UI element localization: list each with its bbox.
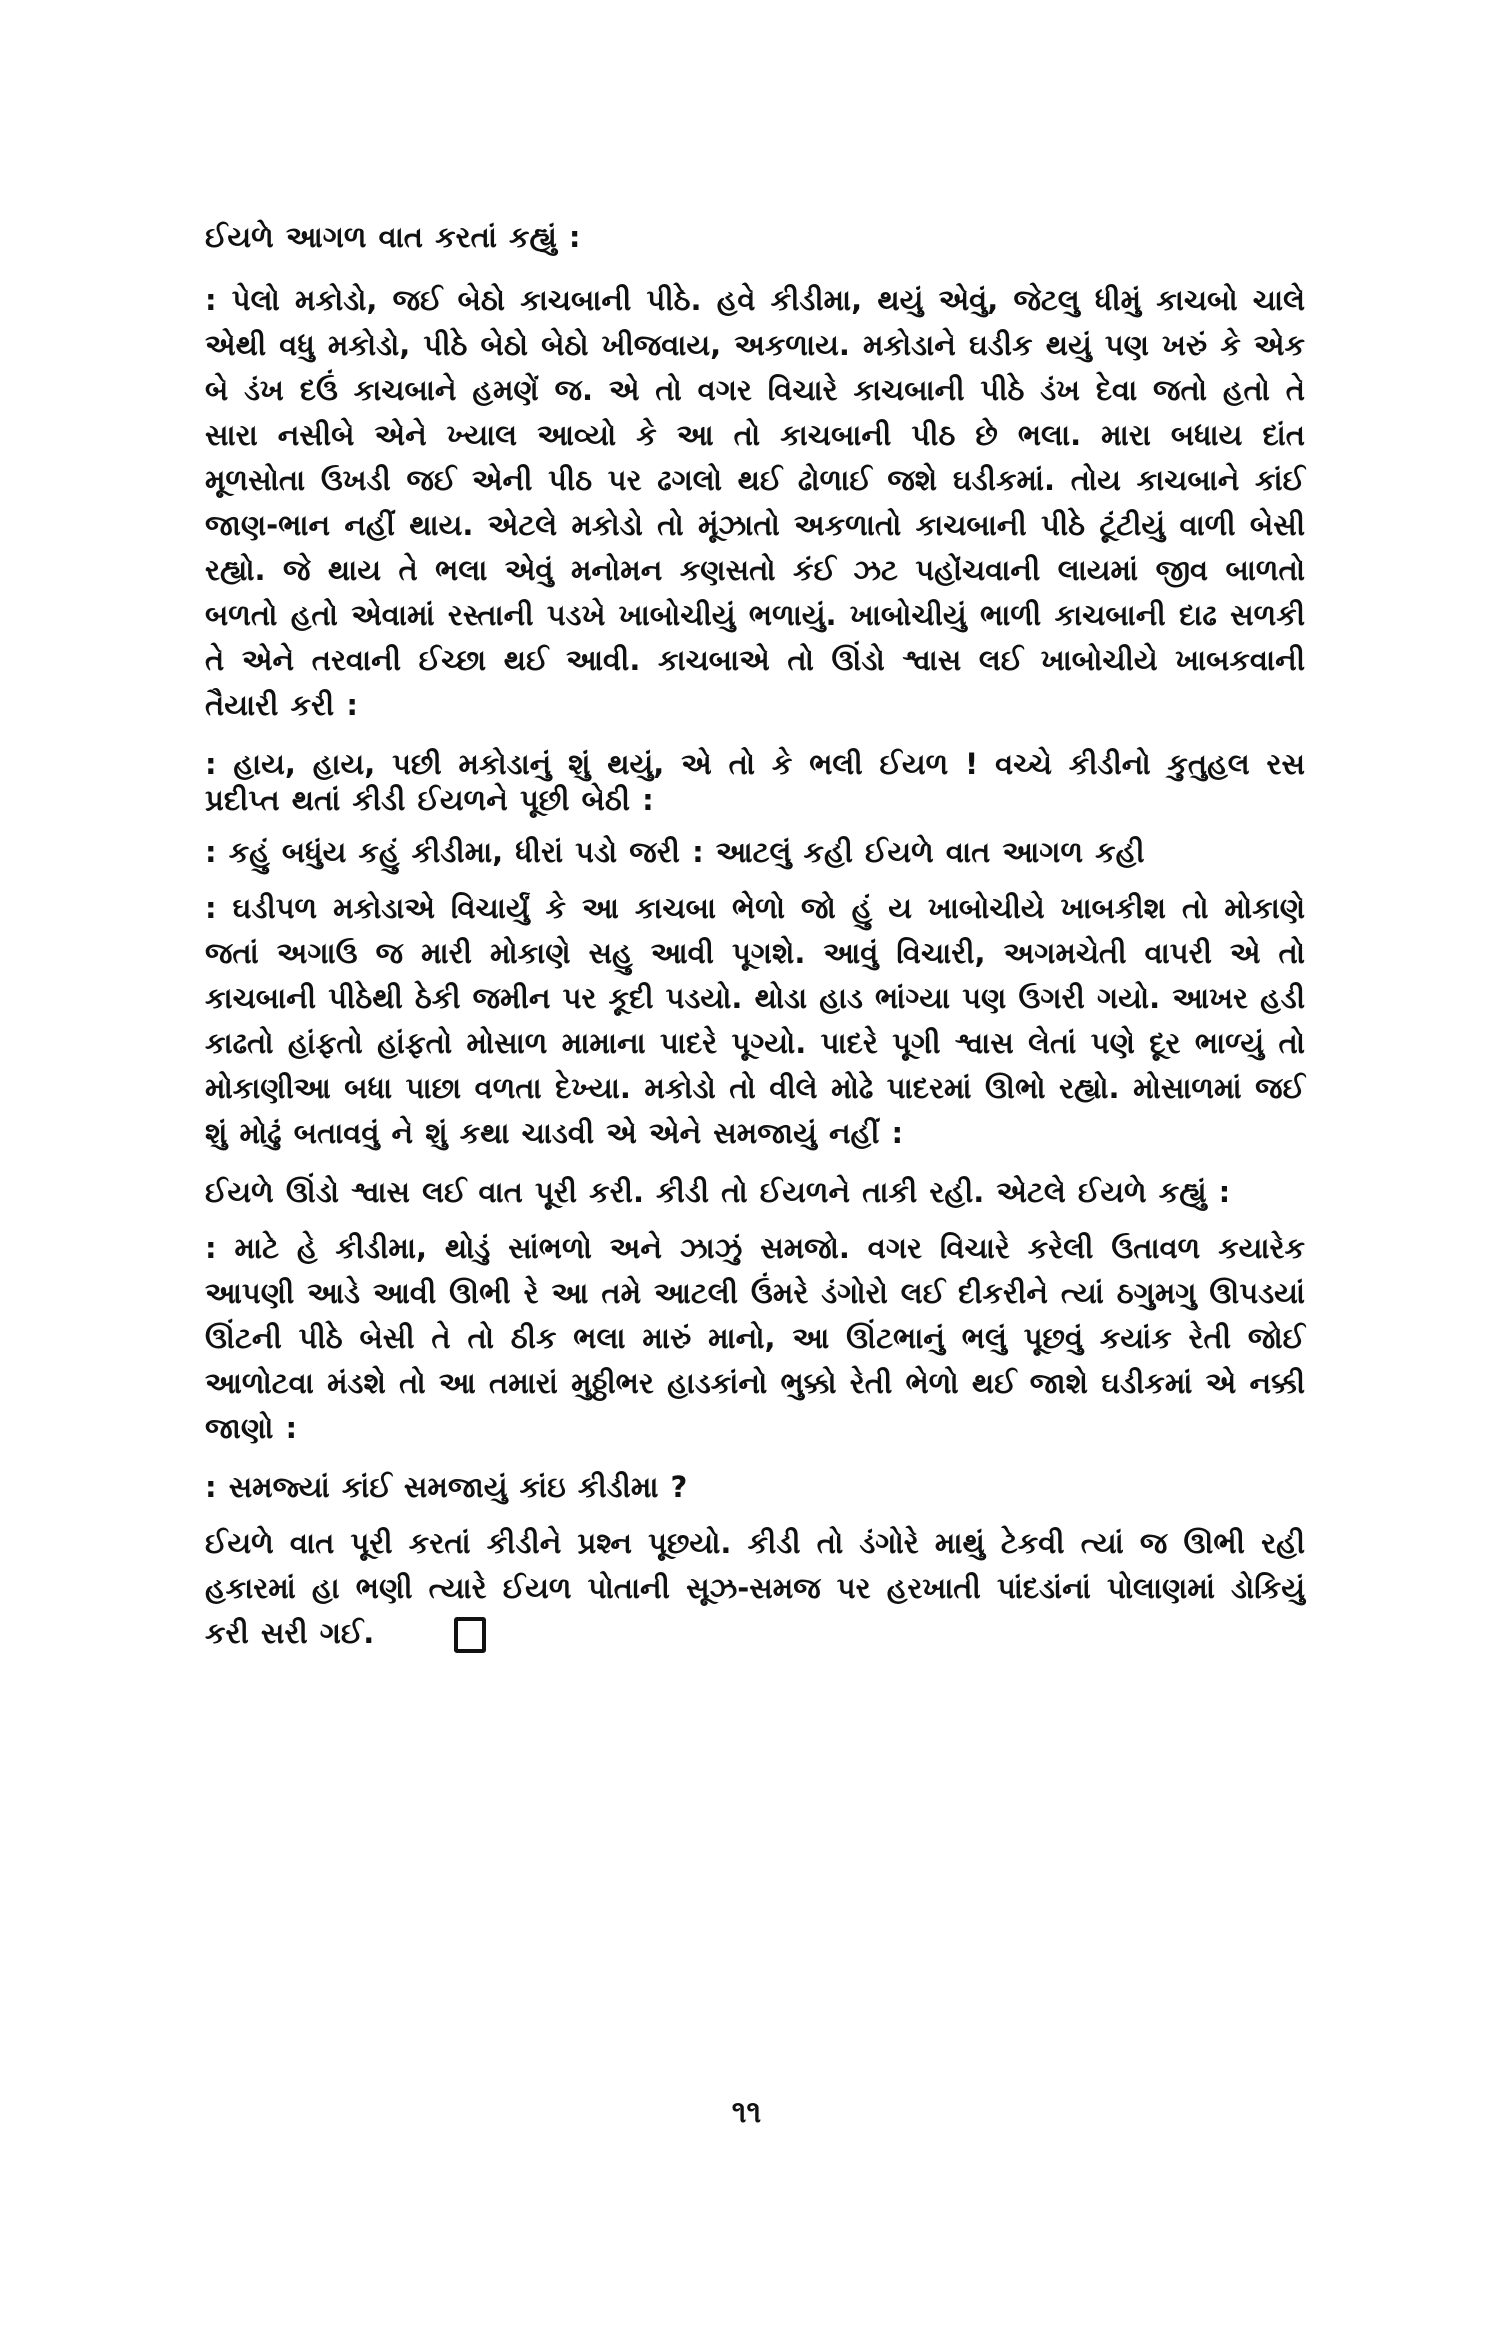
paragraph-story-ends: ઈયળે ઊંડો શ્વાસ લઈ વાત પૂરી કરી. કીડી તો ઈયળને તાકી રહી. એટલે ઈયળે કહ્યું :	[205, 1175, 1231, 1209]
paragraph-moral: : માટે હે કીડીમા, થોડું સાંભળો અને ઝાઝું સમજો. વગર વિચારે કરેલી ઉતાવળ કયારેક આપણી આડે આવી ઊભી રે આ તમે આટલી ઉંમરે ડંગોરો લઈ દીકરીને ત્યાં ઠગુમગુ ઊપડયાં ઊંટની પીઠે બેસી તે તો ઠીક ભલા મારું માનો, આ ઊંટભાનું ભલું પૂછવું કયાંક રેતી જોઈ આળોટવા મંડશે તો આ તમારાં મુઠ્ઠીભર હાડકાંનો ભુક્કો રેતી ભેળો થઈ જાશે ઘડીકમાં એ નક્કી જાણો :	[205, 1231, 1305, 1445]
page-number: ૧૧	[731, 2095, 762, 2130]
paragraph-closing	[205, 1521, 1305, 1656]
paragraph-story-continues: : ઘડીપળ મકોડાએ વિચાર્યું કે આ કાચબા ભેળો જો હું ય ખાબોચીયે ખાબકીશ તો મોકાણે જતાં અગાઉ જ મારી મોકાણે સહુ આવી પૂગશે. આવું વિચારી, અગમચેતી વાપરી એ તો કાચબાની પીઠેથી ઠેકી જમીન પર કૂદી પડયો. થોડા હાડ ભાંગ્યા પણ ઉગરી ગયો. આખર હડી કાઢતો હાંફતો હાંફતો મોસાળ મામાના પાદરે પૂગ્યો. પાદરે પૂગી શ્વાસ લેતાં પણે દૂર ભાળ્યું તો મોકાણીઆ બધા પાછા વળતા દેખ્યા. મકોડો તો વીલે મોઢે પાદરમાં ઊભો રહ્યો. મોસાળમાં જઈ શું મોઢું બતાવવું ને શું કથા ચાડવી એ એને સમજાયું નહીં :	[205, 891, 1305, 1150]
page-text	[205, 215, 1305, 1674]
paragraph-kidi-question: : હાય, હાય, પછી મકોડાનું શું થયું, એ તો કે ભલી ઈયળ ! વચ્ચે કીડીનો કુતુહલ રસ પ્રદીપ્ત થતાં કીડી ઈયળને પૂછી બેઠી :	[205, 747, 1305, 817]
end-of-story-box-icon	[454, 1617, 486, 1653]
paragraph-iyal-reply: : કહું બધુંય કહું કીડીમા, ધીરાં પડો જરી : આટલું કહી ઈયળે વાત આગળ કહી	[205, 835, 1145, 869]
closing-text: ઈયળે વાત પૂરી કરતાં કીડીને પ્રશ્ન પૂછયો. કીડી તો ડંગોરે માથું ટેકવી ત્યાં જ ઊભી રહી હકારમાં હા ભણી ત્યારે ઈયળ પોતાની સૂઝ-સમજ પર હરખાતી પાંદડાંનાં પોલાણમાં ડોકિયું કરી સરી ગઈ.	[205, 1526, 1305, 1650]
paragraph-story-makodo: : પેલો મકોડો, જઈ બેઠો કાચબાની પીઠે. હવે કીડીમા, થયું એવું, જેટલુ ધીમું કાચબો ચાલે એથી વધુ મકોડો, પીઠે બેઠો બેઠો ખીજવાય, અકળાય. મકોડાને ઘડીક થયું પણ ખરું કે એક બે ડંખ દઉં કાચબાને હમણેં જ. એ તો વગર વિચારે કાચબાની પીઠે ડંખ દેવા જતો હતો તે સારા નસીબે એને ખ્યાલ આવ્યો કે આ તો કાચબાની પીઠ છે ભલા. મારા બધાય દાંત મૂળસોતા ઉખડી જઈ એની પીઠ પર ઢગલો થઈ ઢોળાઈ જશે ઘડીકમાં. તોય કાચબાને કાંઈ જાણ-ભાન નહીં થાય. એટલે મકોડો તો મૂંઝાતો અકળાતો કાચબાની પીઠે ટૂંટીયું વાળી બેસી રહ્યો. જે થાય તે ભલા એવું મનોમન કણસતો કંઈ ઝટ પહોંચવાની લાયમાં જીવ બાળતો બળતો હતો એવામાં રસ્તાની પડખે ખાબોચીયું ભળાયું. ખાબોચીયું ભાળી કાચબાની દાઢ સળકી તે એને તરવાની ઈચ્છા થઈ આવી. કાચબાએ તો ઊંડો શ્વાસ લઈ ખાબોચીયે ખાબકવાની તૈયારી કરી :	[205, 283, 1305, 722]
paragraph-understood-question: : સમજ્યાં કાંઈ સમજાયું કાંઇ કીડીમા ?	[205, 1470, 688, 1504]
paragraph-intro: ઈયળે આગળ વાત કરતાં કહ્યું :	[205, 220, 581, 254]
